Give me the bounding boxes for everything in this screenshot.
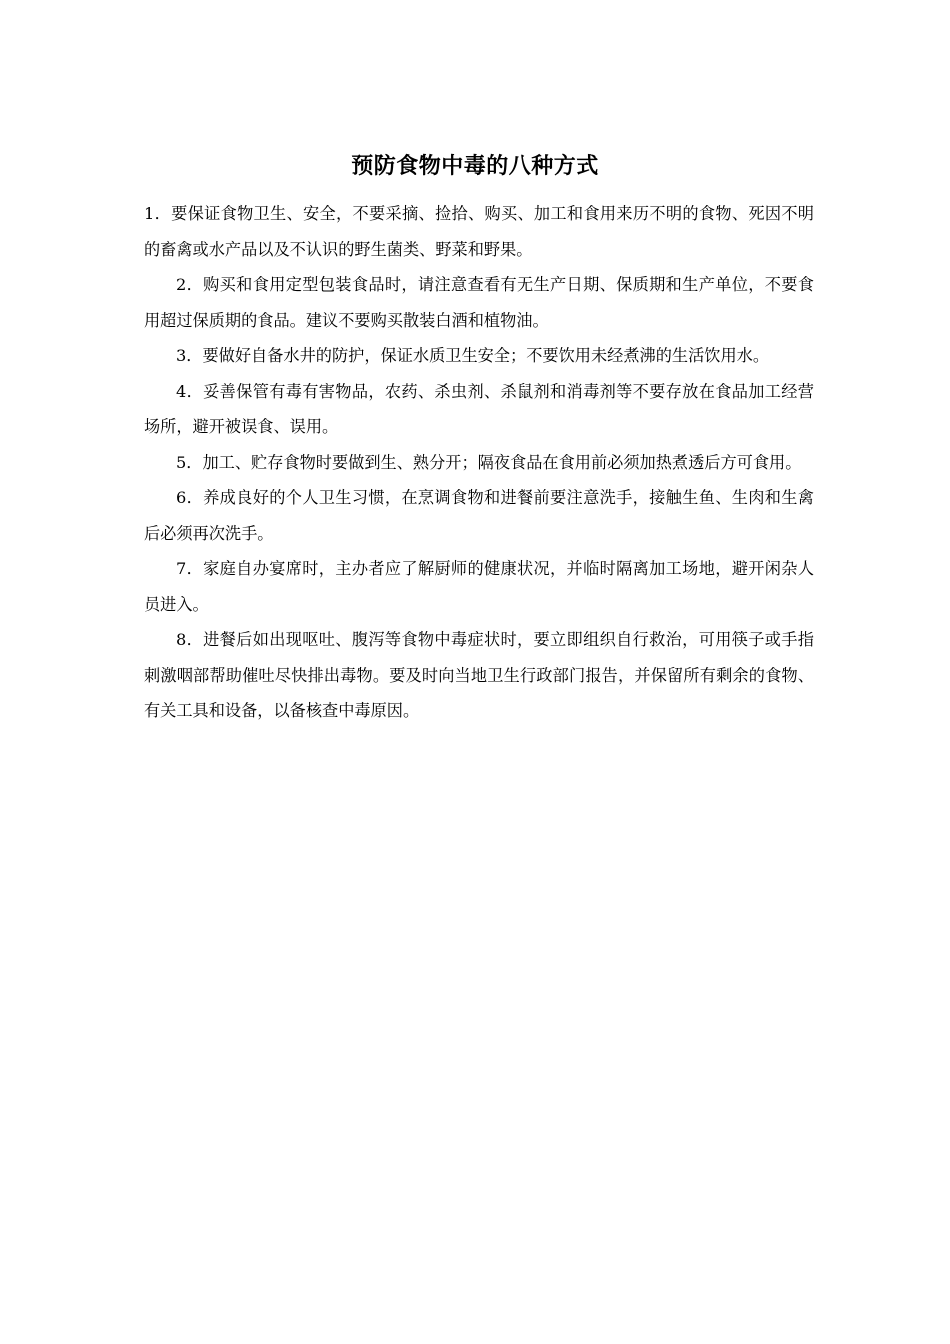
paragraph-6: 6．养成良好的个人卫生习惯，在烹调食物和进餐前要注意洗手，接触生鱼、生肉和生禽后必须再次洗手。 [144, 488, 814, 543]
paragraph-1: 1．要保证食物卫生、安全，不要采摘、捡拾、购买、加工和食用来历不明的食物、死因不明的畜禽或水产品以及不认识的野生菌类、野菜和野果。 [144, 204, 814, 259]
document-title: 预防食物中毒的八种方式 [351, 154, 599, 179]
paragraph-5: 5．加工、贮存食物时要做到生、熟分开；隔夜食品在食用前必须加热煮透后方可食用。 [176, 452, 802, 472]
paragraph-3: 3．要做好自备水井的防护，保证水质卫生安全；不要饮用未经煮沸的生活饮用水。 [176, 346, 770, 365]
paragraph-7: 7．家庭自办宴席时，主办者应了解厨师的健康状况，并临时隔离加工场地，避开闲杂人员进入。 [144, 559, 814, 614]
paragraph-4: 4．妥善保管有毒有害物品，农药、杀虫剂、杀鼠剂和消毒剂等不要存放在食品加工经营场所，避开被误食、误用。 [144, 381, 814, 436]
paragraph-2: 2．购买和食用定型包装食品时，请注意查看有无生产日期、保质期和生产单位，不要食用超过保质期的食品。建议不要购买散装白酒和植物油。 [144, 275, 814, 330]
paragraph-8: 8．进餐后如出现呕吐、腹泻等食物中毒症状时，要立即组织自行救治，可用筷子或手指刺激咽部帮助催吐尽快排出毒物。要及时向当地卫生行政部门报告，并保留所有剩余的食物、有关工具和设备，以备核查中毒原因。 [144, 630, 814, 720]
document-body [144, 196, 814, 729]
